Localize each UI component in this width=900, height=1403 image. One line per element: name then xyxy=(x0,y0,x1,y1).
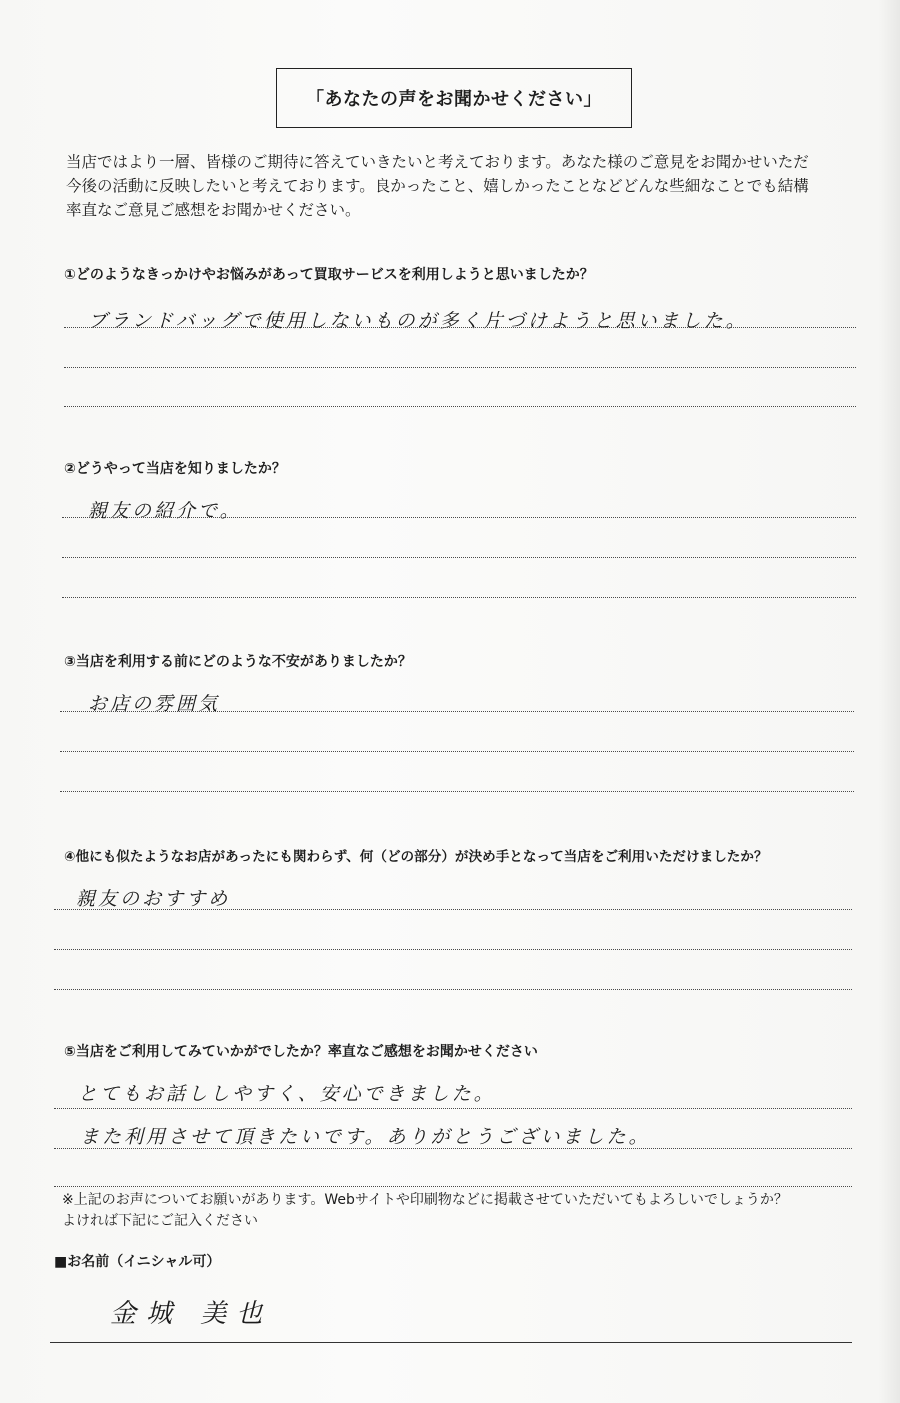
name-value: 金城 美也 xyxy=(110,1299,273,1329)
answer-rule xyxy=(54,909,852,910)
answer-rule xyxy=(54,1186,852,1187)
answer-1-line-1: ブランドバッグで使用しないものが多く片づけようと思いました。 xyxy=(88,310,748,332)
answer-rule xyxy=(62,597,856,598)
question-5: ⑤当店をご利用してみていかがでしたか？率直なご感想をお聞かせください xyxy=(64,1044,538,1060)
page-edge-shadow xyxy=(878,0,900,1403)
answer-rule xyxy=(54,949,852,950)
intro-line: 率直なご意見ご感想をお聞かせください。 xyxy=(66,201,361,219)
note-line: よければ下記にご記入ください xyxy=(62,1213,258,1229)
answer-rule xyxy=(60,751,854,752)
answer-3-line-1: お店の雰囲気 xyxy=(88,693,221,715)
signature-line xyxy=(50,1342,852,1343)
answer-rule xyxy=(64,406,856,407)
name-label: ■お名前（イニシャル可） xyxy=(54,1254,221,1270)
answer-rule xyxy=(62,517,856,518)
answer-2-line-1: 親友の紹介で。 xyxy=(88,500,242,522)
answer-4-line-1: 親友のおすすめ xyxy=(76,888,231,910)
answer-rule xyxy=(54,1148,852,1149)
question-3: ③当店を利用する前にどのような不安がありましたか？ xyxy=(64,654,412,670)
intro-line: 今後の活動に反映したいと考えております。良かったこと、嬉しかったことなどどんな些細なことでも結構 xyxy=(66,177,809,195)
question-1: ①どのようなきっかけやお悩みがあって買取サービスを利用しようと思いましたか？ xyxy=(64,267,594,283)
answer-rule xyxy=(64,327,856,328)
publication-note xyxy=(62,1190,788,1232)
answer-5-line-2: また利用させて頂きたいです。ありがとうございました。 xyxy=(80,1126,651,1148)
note-line: ※上記のお声についてお願いがあります。Webサイトや印刷物などに掲載させていただいてもよろしいでしょうか？ xyxy=(62,1192,788,1208)
intro-line: 当店ではより一層、皆様のご期待に答えていきたいと考えております。あなた様のご意見をお聞かせいただ xyxy=(66,153,809,171)
answer-5-line-1: とてもお話ししやすく、安心できました。 xyxy=(78,1083,496,1105)
answer-rule xyxy=(64,367,856,368)
answer-rule xyxy=(54,989,852,990)
question-2: ②どうやって当店を知りましたか？ xyxy=(64,461,286,477)
answer-rule xyxy=(60,791,854,792)
page-title: 「あなたの声をお聞かせください」 xyxy=(276,68,632,128)
answer-rule xyxy=(62,557,856,558)
answer-rule xyxy=(54,1108,852,1109)
answer-rule xyxy=(60,711,854,712)
intro-text xyxy=(66,150,856,222)
question-4: ④他にも似たようなお店があったにも関わらず、何（どの部分）が決め手となって当店をご利用いただけましたか？ xyxy=(64,849,768,865)
